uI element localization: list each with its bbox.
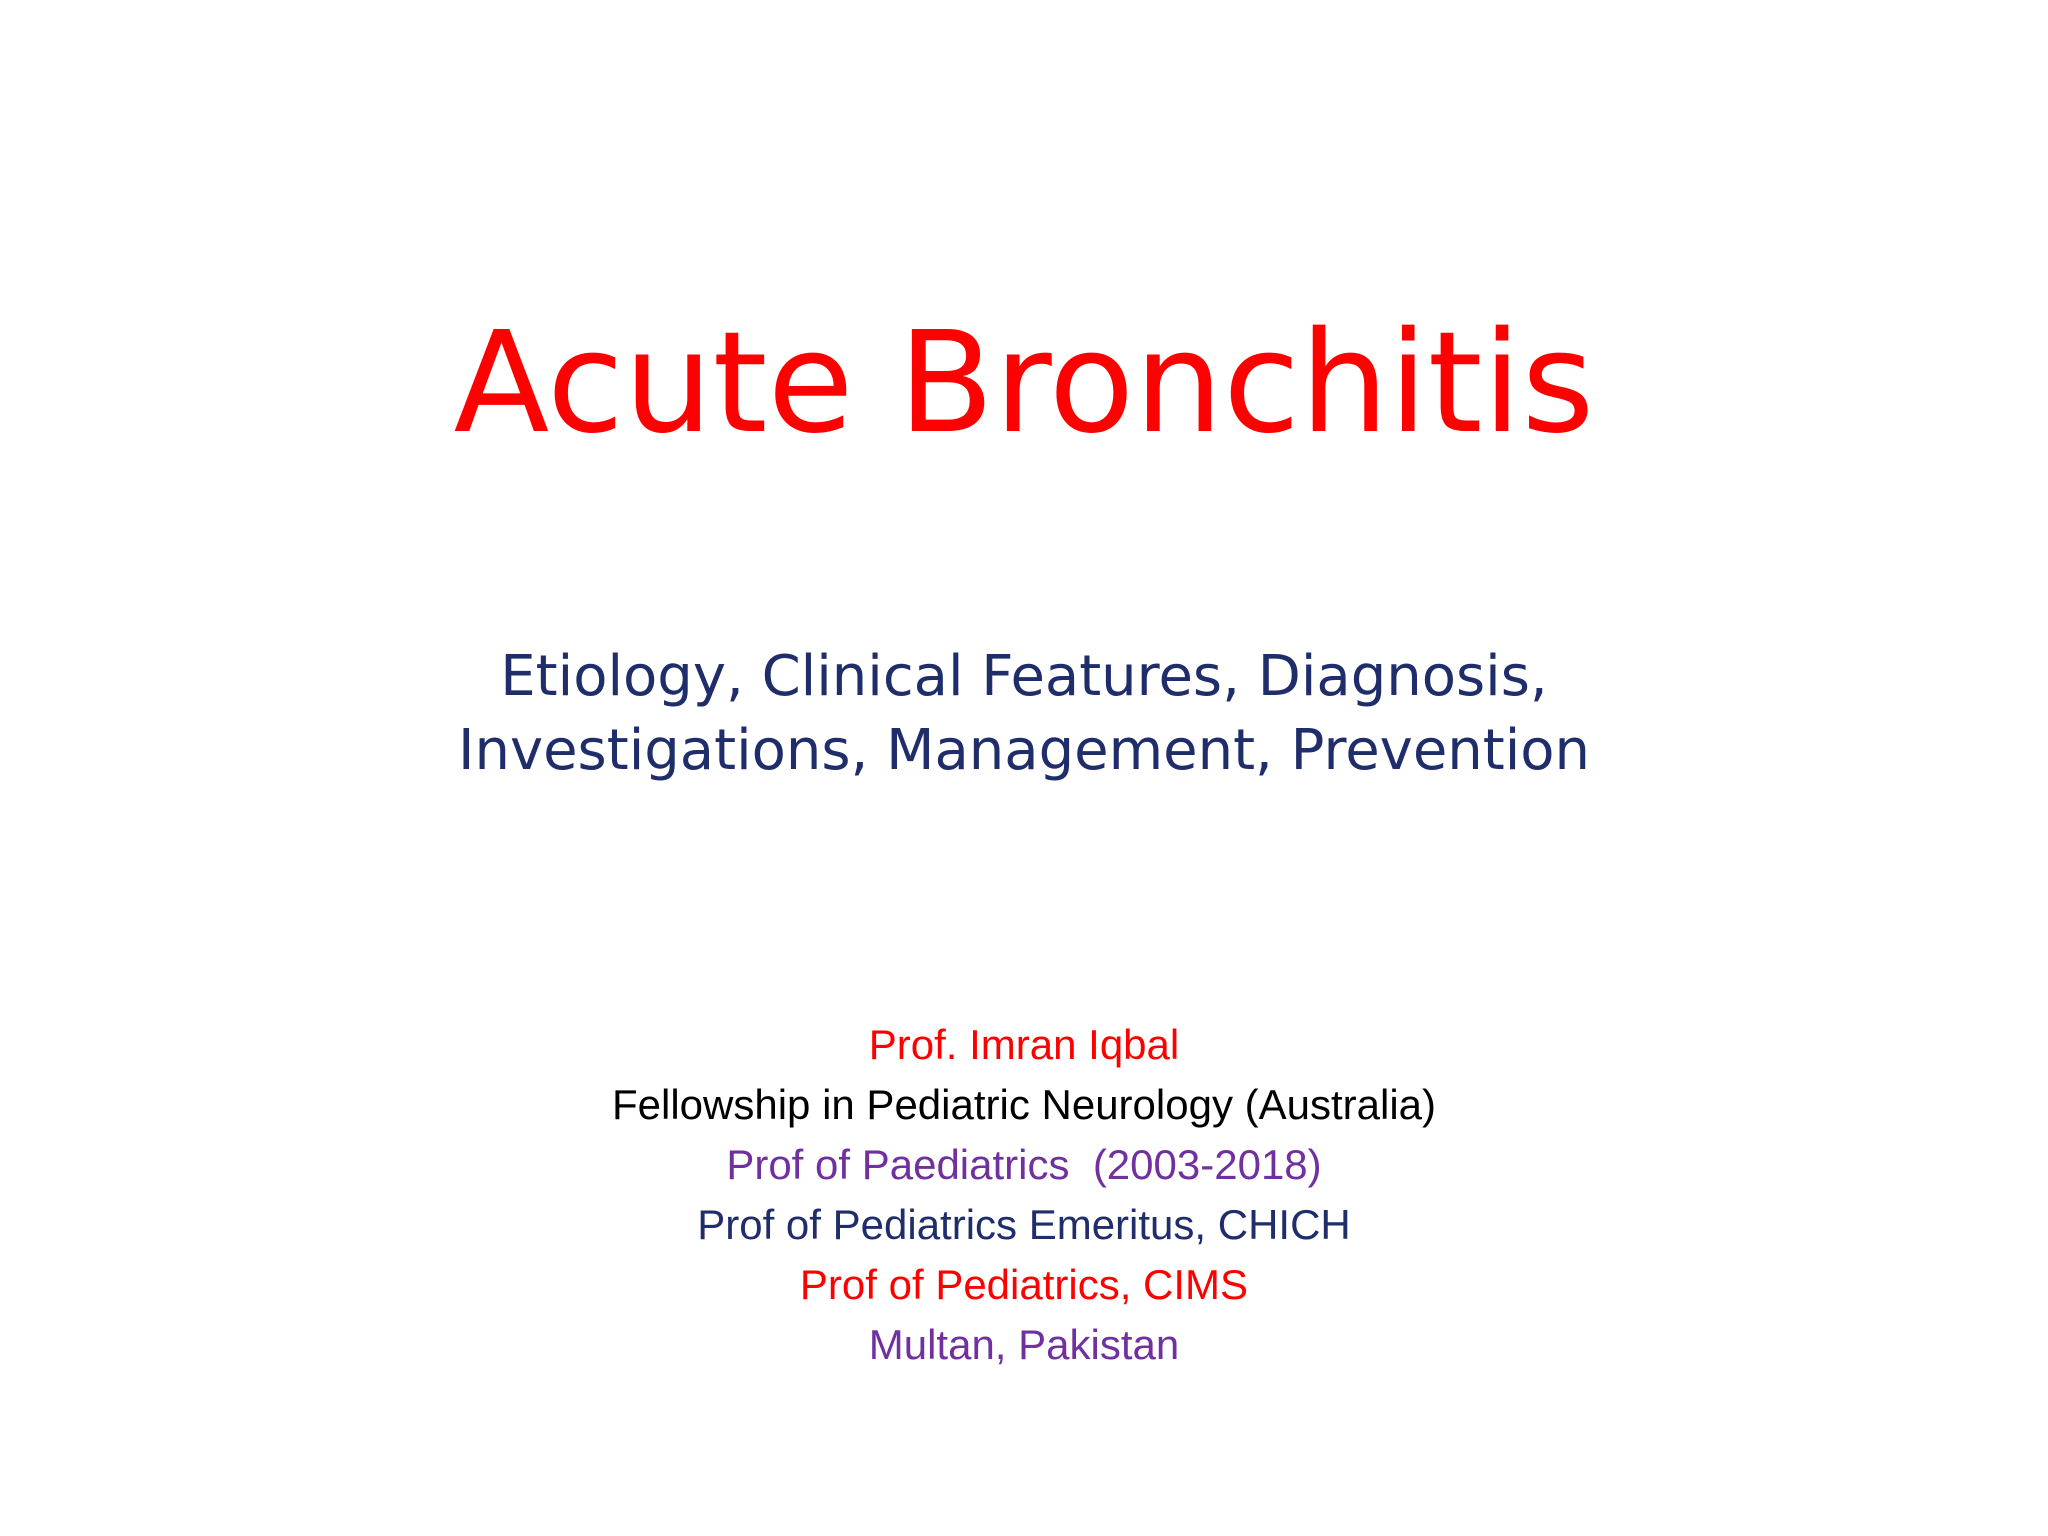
author-block — [0, 1015, 2048, 1375]
subtitle-line-1: Etiology, Clinical Features, Diagnosis, — [500, 644, 1548, 709]
author-fellowship: Fellowship in Pediatric Neurology (Australia) — [611, 1081, 1436, 1128]
slide-title: Acute Bronchitis — [453, 302, 1595, 465]
slide-subtitle — [0, 640, 2048, 788]
author-name: Prof. Imran Iqbal — [868, 1021, 1180, 1068]
author-location: Multan, Pakistan — [868, 1321, 1180, 1368]
author-role-cims: Prof of Pediatrics, CIMS — [799, 1261, 1249, 1308]
author-role-emeritus: Prof of Pediatrics Emeritus, CHICH — [697, 1201, 1351, 1248]
author-role-paediatrics: Prof of Paediatrics (2003-2018) — [726, 1141, 1322, 1188]
subtitle-line-2: Investigations, Management, Prevention — [457, 718, 1591, 783]
